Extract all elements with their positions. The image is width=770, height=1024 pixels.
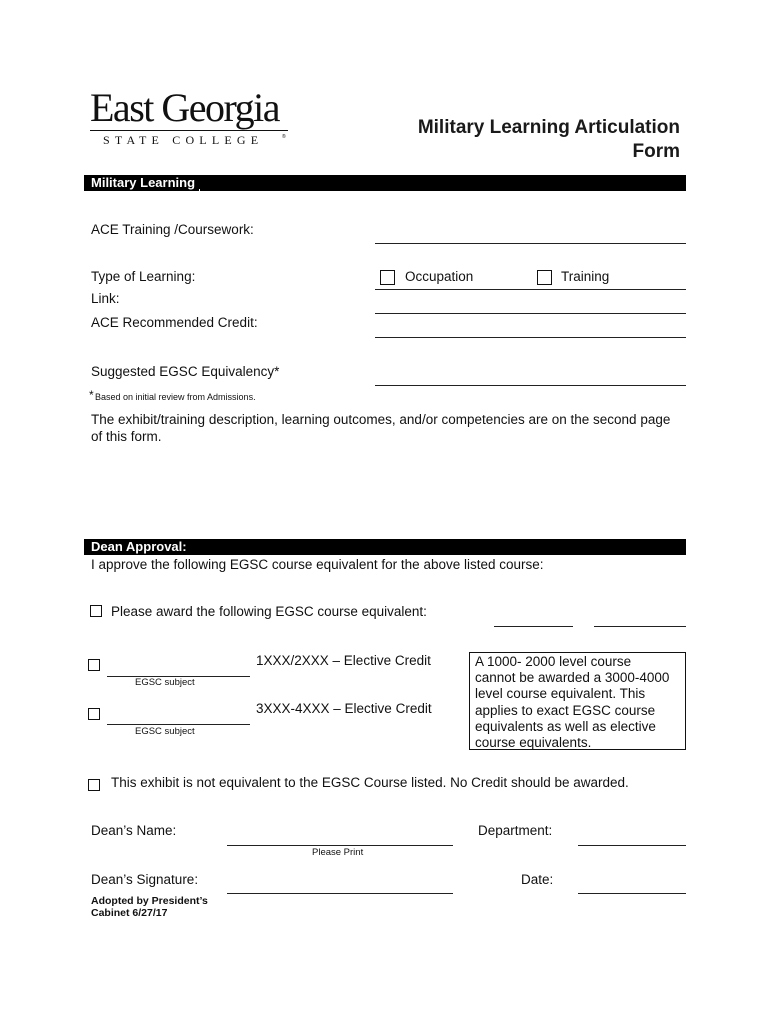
adopted-line: Cabinet 6/27/17 (91, 907, 168, 919)
egsc-subject-field-2[interactable] (107, 724, 250, 725)
occupation-checkbox[interactable] (380, 270, 395, 285)
ace-training-field[interactable] (375, 243, 686, 244)
egsc-subject-caption-1: EGSC subject (135, 677, 195, 688)
elective-upper-checkbox[interactable] (88, 708, 100, 720)
section-title-military-learning: Military Learning (91, 175, 196, 190)
college-logo-subtitle: STATE COLLEGE (103, 133, 264, 147)
footnote-star: * (89, 388, 94, 402)
description-paragraph: The exhibit/training description, learning outcomes, and/or competencies are on the second page of this form. (91, 412, 671, 444)
department-label: Department: (478, 823, 553, 838)
link-label: Link: (91, 291, 120, 306)
note-line: cannot be awarded a 3000-4000 (475, 670, 670, 686)
note-line: level course equivalent. This (475, 686, 646, 702)
award-label: Please award the following EGSC course equivalent: (111, 604, 427, 619)
elective-lower-checkbox[interactable] (88, 659, 100, 671)
date-label: Date: (521, 872, 554, 887)
note-line: course equivalents. (475, 735, 592, 751)
dean-name-label: Dean’s Name: (91, 823, 177, 838)
link-field[interactable] (375, 313, 686, 314)
dean-signature-field[interactable] (227, 893, 453, 894)
ace-credit-label: ACE Recommended Credit: (91, 315, 258, 330)
level-restriction-note (469, 652, 686, 750)
section-bar-military-learning (84, 175, 686, 191)
form-title-line2: Form (632, 141, 680, 162)
footnote-text: Based on initial review from Admissions. (95, 392, 256, 402)
note-line: A 1000- 2000 level course (475, 654, 632, 669)
section-bar-dean-approval (84, 539, 686, 555)
form-title (380, 116, 680, 164)
logo-trademark: ® (282, 134, 286, 140)
type-of-learning-label: Type of Learning: (91, 269, 196, 284)
dean-name-field[interactable] (227, 845, 453, 846)
type-of-learning-rule (375, 289, 686, 290)
training-checkbox[interactable] (537, 270, 552, 285)
note-line: applies to exact EGSC course (475, 702, 656, 718)
form-title-line1: Military Learning Articulation (417, 117, 680, 138)
approve-statement: I approve the following EGSC course equivalent for the above listed course: (91, 557, 544, 572)
occupation-label: Occupation (405, 269, 474, 284)
suggested-equivalency-label: Suggested EGSC Equivalency* (91, 364, 280, 379)
bar-notch (199, 189, 200, 191)
adopted-line: Adopted by President’s (91, 895, 208, 907)
elective-lower-label: 1XXX/2XXX – Elective Credit (256, 653, 431, 668)
department-field[interactable] (578, 845, 686, 846)
training-label: Training (561, 269, 610, 284)
ace-credit-field[interactable] (375, 337, 686, 338)
adopted-note (91, 895, 251, 919)
logo-rule (90, 130, 288, 131)
ace-training-label: ACE Training /Coursework: (91, 222, 254, 237)
dean-signature-label: Dean’s Signature: (91, 872, 199, 887)
award-checkbox[interactable] (90, 605, 102, 617)
not-equivalent-checkbox[interactable] (88, 779, 100, 791)
egsc-subject-caption-2: EGSC subject (135, 726, 195, 737)
please-print-caption: Please Print (312, 847, 364, 858)
not-equivalent-label: This exhibit is not equivalent to the EGSC Course listed. No Credit should be awarded. (111, 775, 629, 790)
award-field-subject[interactable] (494, 626, 573, 627)
suggested-equivalency-field[interactable] (375, 385, 686, 386)
section-title-dean-approval: Dean Approval: (91, 539, 187, 554)
college-logo-name: East Georgia (90, 85, 279, 130)
note-line: equivalents as well as elective (475, 718, 656, 734)
elective-upper-label: 3XXX-4XXX – Elective Credit (256, 701, 432, 716)
date-field[interactable] (578, 893, 686, 894)
award-field-number[interactable] (594, 626, 686, 627)
